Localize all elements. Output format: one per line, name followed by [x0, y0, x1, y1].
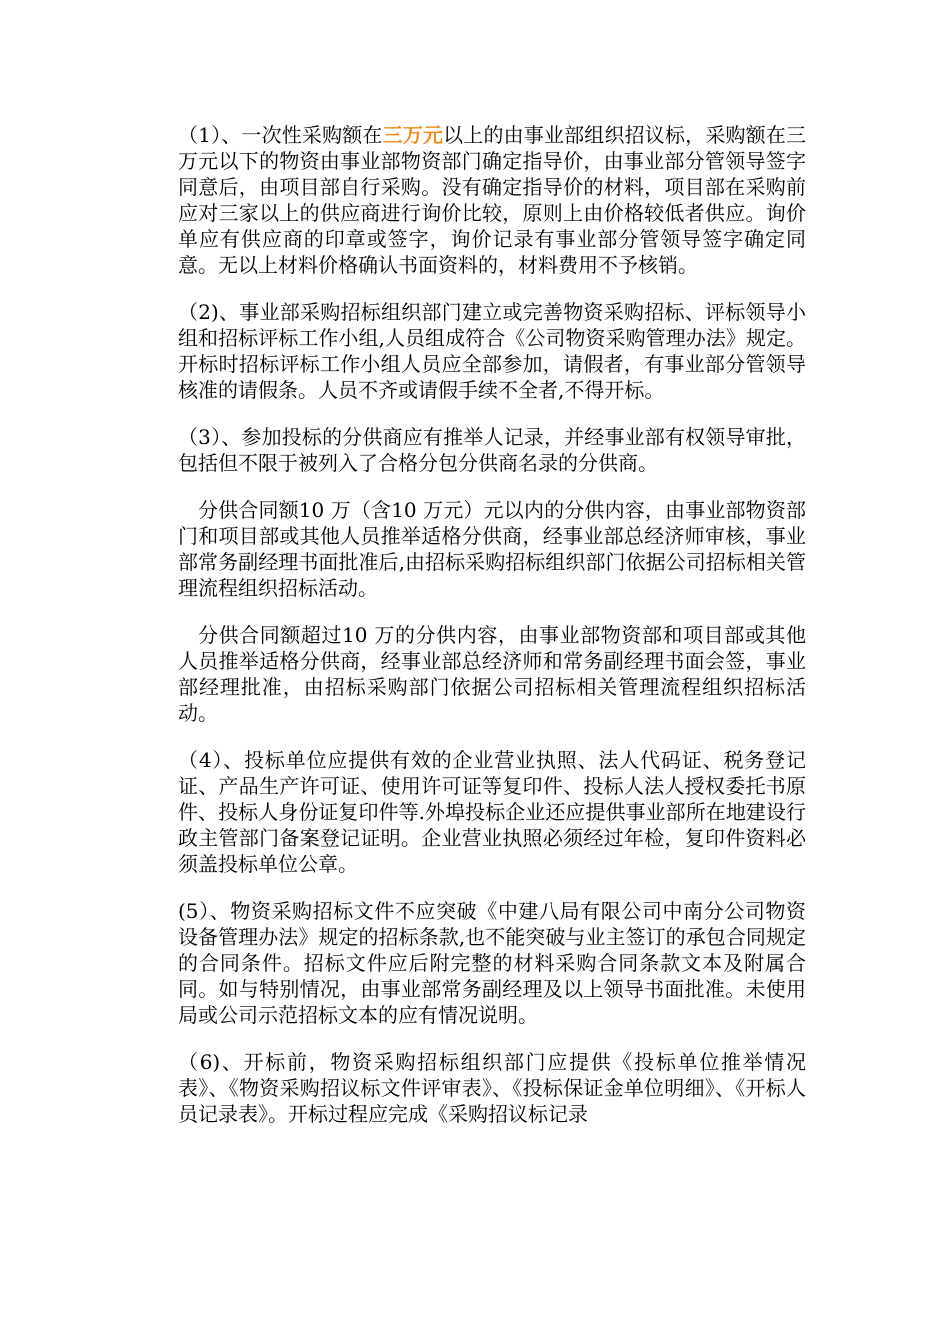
- paragraph-1-rest: 以上的由事业部组织招议标，采购额在三万元以下的物资由事业部物资部门确定指导价，由事业部分管领导签字同意后，由项目部自行采购。没有确定指导价的材料，项目部在采购前应对三家以上的供应商进行询价比较，原则上由价格较低者供应。询价单应有供应商的印章或签字，询价记录有事业部分管领导签字确定同意。无以上材料价格确认书面资料的，材料费用不予核销。: [178, 123, 806, 277]
- highlighted-amount: 三万元: [382, 123, 444, 147]
- paragraph-4: 分供合同额10 万（含10 万元）元以内的分供内容，由事业部物资部门和项目部或其他人员推举适格分供商，经事业部总经济师审核，事业部常务副经理书面批准后,由招标采购招标组织部门依据公司招标相关管理流程组织招标活动。: [178, 498, 806, 600]
- paragraph-3: （3）、参加投标的分供商应有推举人记录，并经事业部有权领导审批，包括但不限于被列入了合格分包分供商名录的分供商。: [178, 425, 806, 475]
- document-body: [178, 122, 806, 1148]
- paragraph-7: (5）、物资采购招标文件不应突破《中建八局有限公司中南分公司物资设备管理办法》规定的招标条款,也不能突破与业主签订的承包合同规定的合同条件。招标文件应后附完整的材料采购合同条款文本及附属合同。如与特别情况，由事业部常务副经理及以上领导书面批准。未使用局或公司示范招标文本的应有情况说明。: [178, 899, 806, 1027]
- paragraph-6: （4）、投标单位应提供有效的企业营业执照、法人代码证、税务登记证、产品生产许可证、使用许可证等复印件、投标人法人授权委托书原件、投标人身份证复印件等.外埠投标企业还应提供事业部所在地建设行政主管部门备案登记证明。企业营业执照必须经过年检，复印件资料必须盖投标单位公章。: [178, 748, 806, 876]
- paragraph-1-lead: （1）、一次性采购额在: [178, 123, 383, 147]
- paragraph-5: 分供合同额超过10 万的分供内容，由事业部物资部和项目部或其他人员推举适格分供商，经事业部总经济师和常务副经理书面会签，事业部经理批准，由招标采购部门依据公司招标相关管理流程组织招标活动。: [178, 623, 806, 725]
- paragraph-1: [178, 122, 806, 278]
- paragraph-2: （2)、事业部采购招标组织部门建立或完善物资采购招标、评标领导小组和招标评标工作小组,人员组成符合《公司物资采购管理办法》规定。开标时招标评标工作小组人员应全部参加，请假者，有事业部分管领导核准的请假条。人员不齐或请假手续不全者,不得开标。: [178, 300, 806, 402]
- paragraph-8: （6)、开标前，物资采购招标组织部门应提供《投标单位推举情况表》、《物资采购招议标文件评审表》、《投标保证金单位明细》、《开标人员记录表》。开标过程应完成《采购招议标记录: [178, 1050, 806, 1126]
